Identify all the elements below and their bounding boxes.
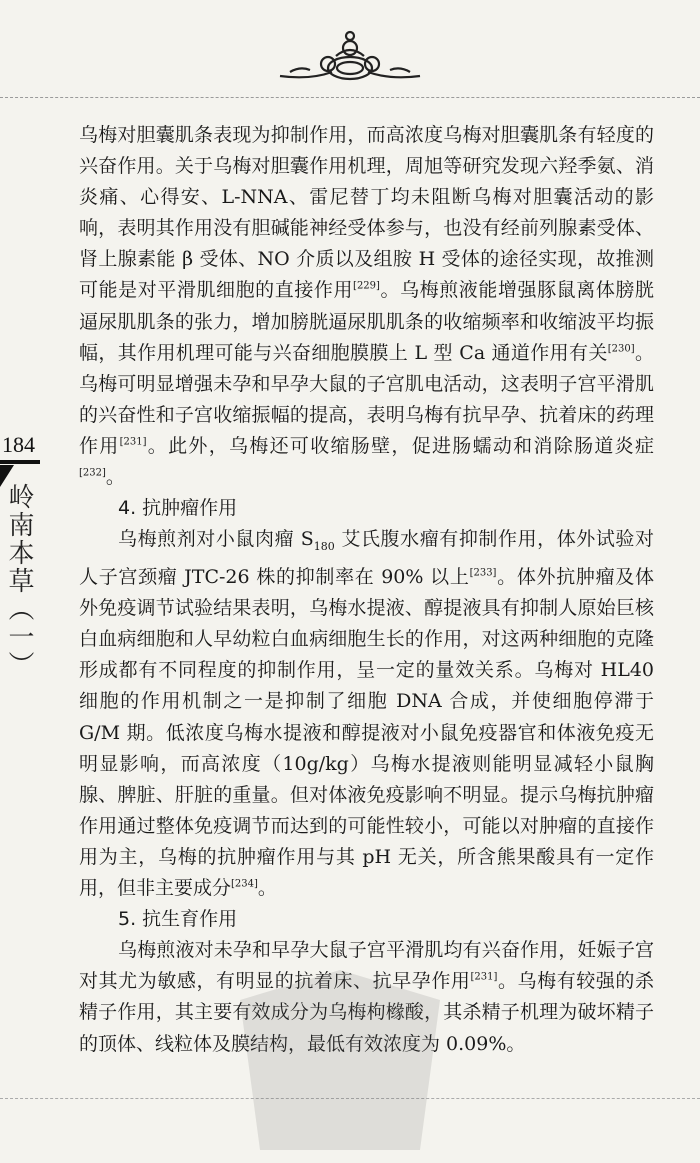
- text-run: 。: [105, 466, 125, 489]
- text-run: 艾氏腹水瘤有抑制作用，体外试验对人子宫颈瘤 JTC-26 株的抑制率在 90% 以上: [79, 528, 655, 589]
- book-title: 岭南本草（一）: [4, 483, 34, 679]
- text-run: 。乌梅煎液能增强豚鼠离体膀胱逼尿肌肌条的张力，增加膀胱逼尿肌肌条的收缩频率和收缩波平均振幅，其作用机理可能与兴奋细胞膜膜上 L 型 Ca 通道作用有关: [79, 279, 654, 364]
- text-run: 。体外抗肿瘤及体外免疫调节试验结果表明，乌梅水提液、醇提液具有抑制人原始巨核白血病细胞和人早幼粒白血病细胞生长的作用，对这两种细胞的克隆形成都有不同程度的抑制作用，呈一定的量效关系。乌梅对 HL40 细胞的作用机制之一是抑制了细胞 DNA 合成，并使细胞停滞于 G/M 期。低浓度乌梅水提液和醇提液对小鼠免疫器官和体液免疫无明显影响，而高浓度（10g/kg）乌梅水提液则能明显减轻小鼠胸腺、脾脏、肝脏的重量。但对体液免疫影响不明显。提示乌梅抗肿瘤作用通过整体免疫调节而达到的可能性较小，可能以对肿瘤的直接作用为主，乌梅的抗肿瘤作用与其 pH 无关，所含熊果酸具有一定作用，但非主要成分: [79, 566, 654, 900]
- page-number: 184: [2, 432, 35, 457]
- paragraph-1: [79, 120, 654, 493]
- text-run: 。: [257, 877, 277, 900]
- side-tab: [0, 432, 44, 487]
- citation-ref: [232]: [79, 467, 106, 479]
- paragraph-2: [79, 524, 654, 904]
- text-run: 乌梅煎剂对小鼠肉瘤 S: [118, 528, 314, 551]
- text-run: 。乌梅可明显增强未孕和早孕大鼠的子宫肌电活动，这表明子宫平滑肌的兴奋性和子宫收缩振幅的提高，表明乌梅有抗早孕、抗着床的药理作用: [79, 341, 654, 457]
- section-heading-4: 4. 抗肿瘤作用: [118, 497, 238, 520]
- text-run: 乌梅对胆囊肌条表现为抑制作用，而高浓度乌梅对胆囊肌条有轻度的兴奋作用。关于乌梅对胆囊作用机理，周旭等研究发现六羟季氨、消炎痛、心得安、L-NNA、雷尼替丁均未阻断乌梅对胆囊活动的影响，表明其作用没有胆碱能神经受体参与，也没有经前列腺素受体、肾上腺素能 β 受体、NO 介质以及组胺 H 受体的途径实现，故推测可能是对平滑肌细胞的直接作用: [79, 124, 654, 302]
- citation-ref: [233]: [469, 567, 497, 579]
- footer-rule: [0, 1098, 700, 1099]
- page-body: [79, 120, 654, 1060]
- text-run: 乌梅煎液对未孕和早孕大鼠子宫平滑肌均有兴奋作用，妊娠子宫对其尤为敏感，有明显的抗着床、抗早孕作用: [79, 939, 654, 993]
- header-rule: [0, 97, 700, 98]
- text-run: 。乌梅有较强的杀精子作用，其主要有效成分为乌梅枸橼酸，其杀精子机理为破坏精子的顶体、线粒体及膜结构，最低有效浓度为 0.09%。: [79, 970, 654, 1055]
- tab-bar: [0, 460, 40, 464]
- knot-ornament-icon: [270, 28, 430, 90]
- citation-ref: [230]: [607, 343, 635, 355]
- section-heading-5: 5. 抗生育作用: [118, 908, 238, 931]
- citation-ref: [229]: [353, 281, 380, 293]
- citation-ref: [234]: [231, 878, 258, 890]
- paragraph-3: [79, 935, 654, 1059]
- citation-ref: [231]: [119, 436, 147, 448]
- text-run: 。此外，乌梅还可收缩肠壁，促进肠蠕动和消除肠道炎症: [146, 434, 654, 457]
- subscript: 180: [313, 540, 335, 554]
- citation-ref: [231]: [470, 972, 498, 983]
